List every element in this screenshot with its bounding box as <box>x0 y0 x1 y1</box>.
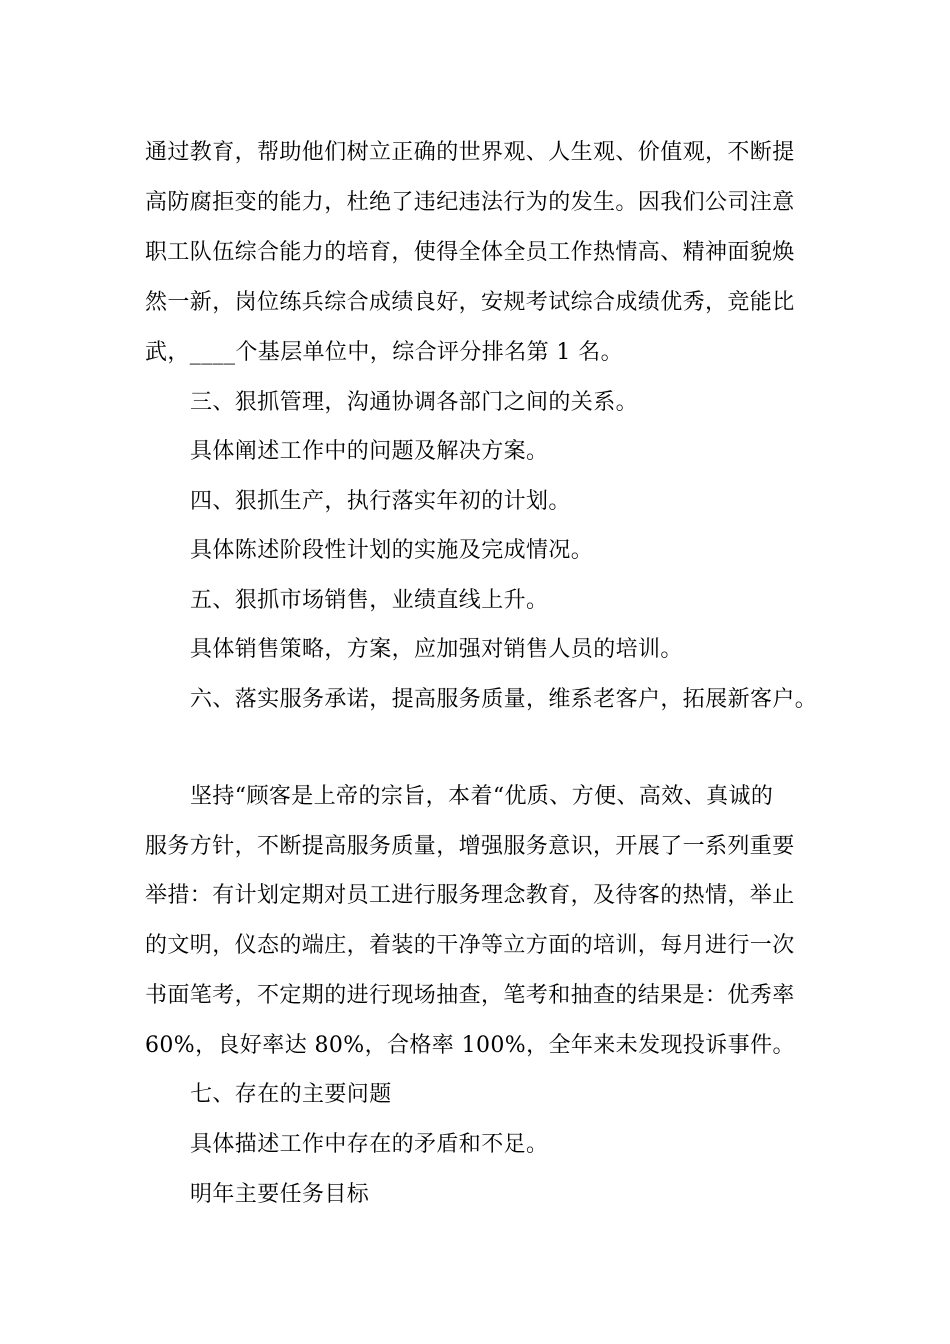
body-text-line: 职工队伍综合能力的培育，使得全体全员工作热情高、精神面貌焕 <box>145 240 795 265</box>
paragraph-line: 具体描述工作中存在的矛盾和不足。 <box>190 1132 549 1157</box>
paragraph-line: 具体阐述工作中的问题及解决方案。 <box>190 439 549 464</box>
section-heading-6: 六、落实服务承诺，提高服务质量，维系老客户，拓展新客户。 <box>190 687 818 712</box>
body-text-line: 然一新，岗位练兵综合成绩良好，安规考试综合成绩优秀，竞能比 <box>145 290 795 315</box>
section-heading-4: 四、狠抓生产，执行落实年初的计划。 <box>190 489 571 514</box>
body-text-line: 60%，良好率达 80%，合格率 100%，全年来未发现投诉事件。 <box>145 1033 795 1058</box>
body-text-line: 通过教育，帮助他们树立正确的世界观、人生观、价值观，不断提 <box>145 140 795 165</box>
body-text-line: 书面笔考，不定期的进行现场抽查，笔考和抽查的结果是：优秀率 <box>145 983 795 1008</box>
paragraph-line: 具体销售策略，方案，应加强对销售人员的培训。 <box>190 637 683 662</box>
section-heading-5: 五、狠抓市场销售，业绩直线上升。 <box>190 588 549 613</box>
section-heading-3: 三、狠抓管理，沟通协调各部门之间的关系。 <box>190 390 639 415</box>
paragraph-first-line: 坚持“顾客是上帝的宗旨，本着“优质、方便、高效、真诚的 <box>190 784 774 809</box>
body-text-line: 武，____个基层单位中，综合评分排名第 1 名。 <box>145 340 623 365</box>
section-heading-goals: 明年主要任务目标 <box>190 1182 370 1207</box>
body-text-line: 举措：有计划定期对员工进行服务理念教育，及待客的热情，举止 <box>145 883 795 908</box>
body-text-line: 的文明，仪态的端庄，着装的干净等立方面的培训，每月进行一次 <box>145 933 795 958</box>
body-text-line: 高防腐拒变的能力，杜绝了违纪违法行为的发生。因我们公司注意 <box>145 190 795 215</box>
paragraph-line: 具体陈述阶段性计划的实施及完成情况。 <box>190 538 594 563</box>
section-heading-7: 七、存在的主要问题 <box>190 1082 392 1107</box>
body-text-line: 服务方针，不断提高服务质量，增强服务意识，开展了一系列重要 <box>145 834 795 859</box>
